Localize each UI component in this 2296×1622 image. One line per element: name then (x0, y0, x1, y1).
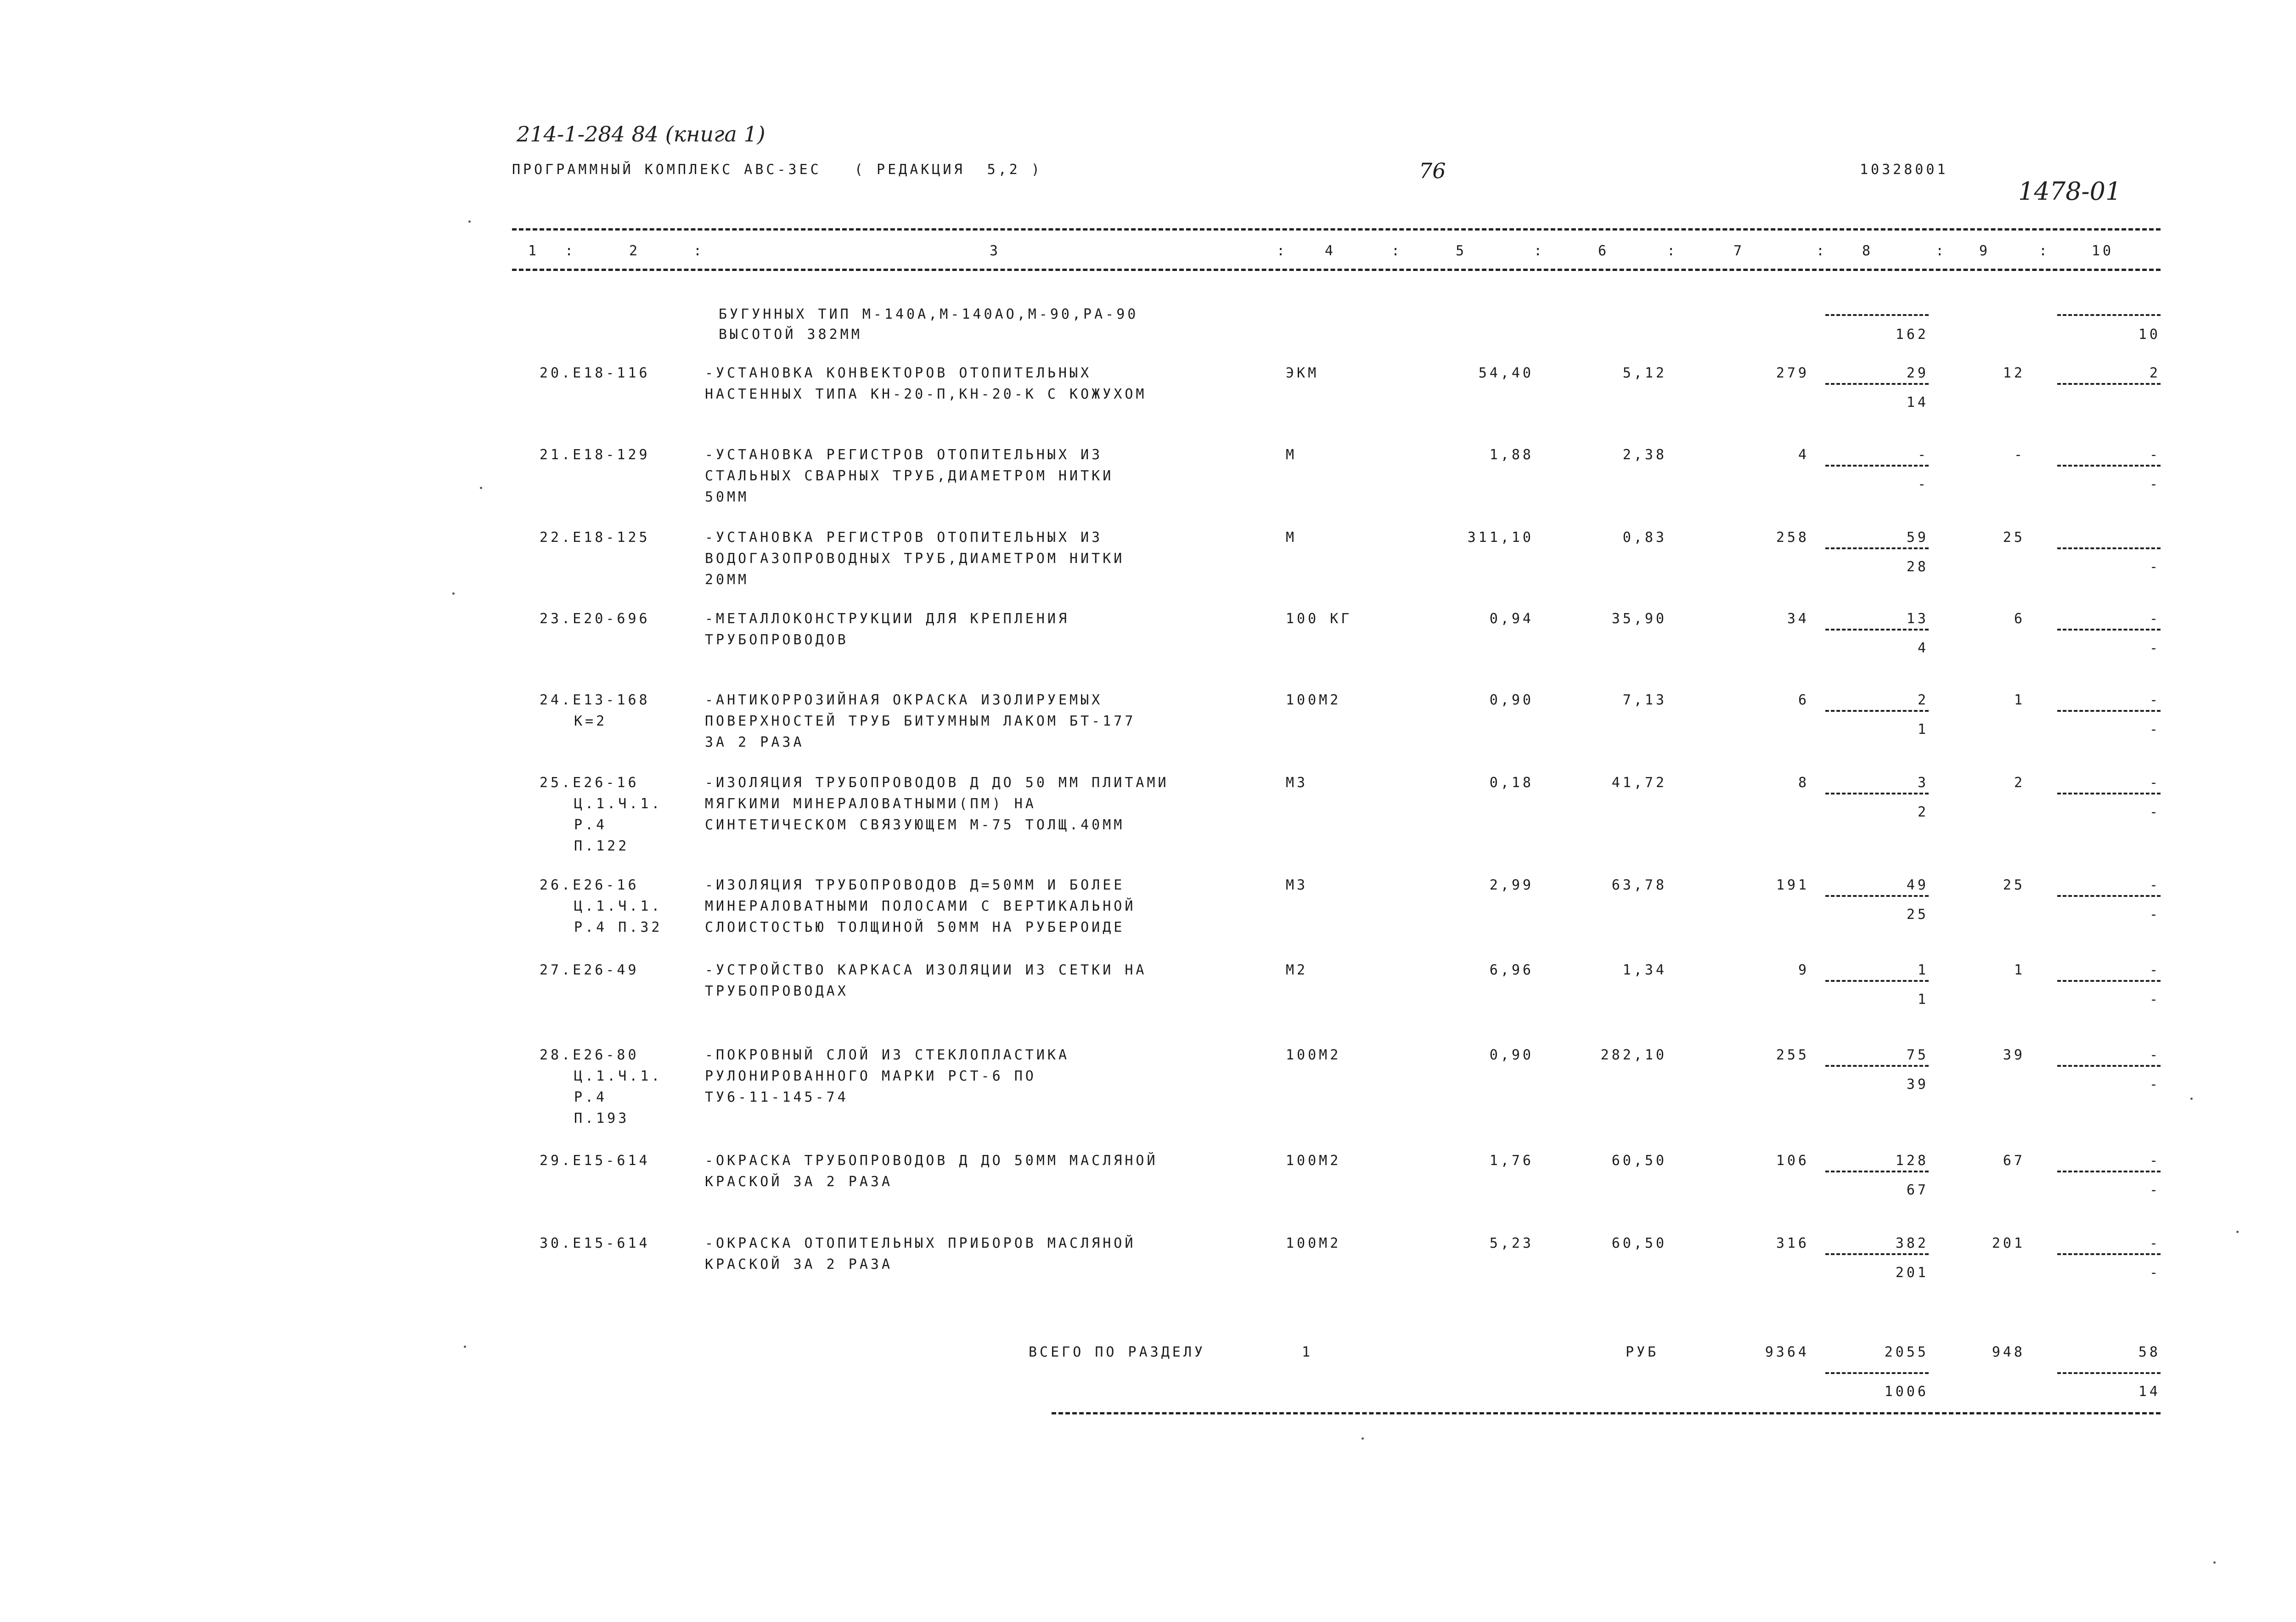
item-description: СЛОИСТОСТЬЮ ТОЛЩИНОЙ 50ММ НА РУБЕРОИДЕ (705, 919, 1125, 935)
item-code: 26.Е26-16 (540, 877, 639, 893)
item-col10-bottom: - (2149, 640, 2161, 656)
item-description: 50ММ (705, 489, 749, 505)
summary-col10-top: 58 (2138, 1344, 2161, 1360)
continuation-line-1: БУГУННЫХ ТИП М-140А,М-140АО,М-90,РА-90 (719, 306, 1139, 322)
item-col10-top: - (2149, 692, 2161, 708)
item-col8-bottom: - (1917, 476, 1929, 492)
item-total: 34 (1787, 611, 1809, 627)
item-col9: 201 (1992, 1235, 2025, 1251)
item-unit-price: 2,38 (1622, 447, 1667, 463)
column-header-sep: : (693, 243, 705, 259)
summary-total: 9364 (1765, 1344, 1809, 1360)
item-col9: 1 (2014, 962, 2025, 978)
item-col8-top: 128 (1895, 1153, 1929, 1169)
item-col9: 2 (2014, 775, 2025, 791)
item-col8-bottom: 67 (1906, 1182, 1929, 1198)
item-col8-divider (1825, 1253, 1929, 1255)
item-description: 20ММ (705, 572, 749, 588)
scan-speck (2236, 1231, 2239, 1233)
summary-label: ВСЕГО ПО РАЗДЕЛУ (1029, 1344, 1205, 1360)
item-col8-bottom: 201 (1895, 1265, 1929, 1281)
column-header-sep: : (1667, 243, 1678, 259)
item-col8-divider (1825, 1171, 1929, 1172)
column-header-2: 2 (629, 243, 641, 259)
item-quantity: 0,90 (1489, 692, 1534, 708)
column-header-10: 10 (2092, 243, 2114, 259)
item-col10-top: - (2149, 962, 2161, 978)
item-col9: 39 (2003, 1047, 2025, 1063)
summary-col8-bottom: 1006 (1884, 1384, 1929, 1400)
item-col10-divider (2057, 629, 2161, 631)
table-header-rule (512, 269, 2161, 271)
item-col10-divider (2057, 1253, 2161, 1255)
item-unit-price: 60,50 (1611, 1235, 1667, 1251)
item-col10-top: - (2149, 775, 2161, 791)
item-code: 30.Е15-614 (540, 1235, 650, 1251)
item-description: ЗА 2 РАЗА (705, 734, 805, 750)
col8-divider (1825, 314, 1929, 316)
item-col8-top: 2 (1917, 692, 1929, 708)
item-code: Ц.1.Ч.1. (574, 898, 663, 914)
item-description: -УСТАНОВКА РЕГИСТРОВ ОТОПИТЕЛЬНЫХ ИЗ (705, 447, 1103, 463)
item-col10-bottom: - (2149, 559, 2161, 575)
summary-col8-top: 2055 (1884, 1344, 1929, 1360)
item-code: Р.4 (574, 1089, 608, 1105)
item-unit: М (1286, 529, 1297, 546)
item-description: КРАСКОЙ ЗА 2 РАЗА (705, 1256, 893, 1273)
item-col8-bottom: 1 (1917, 991, 1929, 1008)
scan-speck (452, 592, 455, 595)
item-col10-bottom: - (2149, 1076, 2161, 1093)
item-quantity: 311,10 (1467, 529, 1534, 546)
item-col10-bottom: - (2149, 476, 2161, 492)
item-total: 6 (1798, 692, 1809, 708)
item-col8-bottom: 1 (1917, 721, 1929, 738)
item-col8-divider (1825, 629, 1929, 631)
item-col10-divider (2057, 1171, 2161, 1172)
item-description: -ИЗОЛЯЦИЯ ТРУБОПРОВОДОВ Д=50ММ И БОЛЕЕ (705, 877, 1125, 893)
item-quantity: 0,90 (1489, 1047, 1534, 1063)
item-code: П.122 (574, 838, 630, 854)
item-col8-bottom: 4 (1917, 640, 1929, 656)
item-description: -ПОКРОВНЫЙ СЛОЙ ИЗ СТЕКЛОПЛАСТИКА (705, 1047, 1070, 1063)
item-col8-bottom: 2 (1917, 804, 1929, 820)
item-description: ТУ6-11-145-74 (705, 1089, 849, 1105)
item-col10-bottom: - (2149, 721, 2161, 738)
item-code: 24.Е13-168 (540, 692, 650, 708)
item-unit: М3 (1286, 775, 1308, 791)
item-col8-divider (1825, 895, 1929, 897)
item-code: 28.Е26-80 (540, 1047, 639, 1063)
item-description: ПОВЕРХНОСТЕЙ ТРУБ БИТУМНЫМ ЛАКОМ БТ-177 (705, 713, 1136, 729)
column-header-sep: : (2039, 243, 2050, 259)
item-col8-top: 13 (1906, 611, 1929, 627)
item-col10-bottom: - (2149, 804, 2161, 820)
summary-currency: РУБ (1626, 1344, 1659, 1360)
item-col8-top: 59 (1906, 529, 1929, 546)
item-total: 255 (1776, 1047, 1809, 1063)
item-col10-divider (2057, 547, 2161, 549)
continuation-col10-bottom: 10 (2138, 327, 2161, 343)
item-code: 21.Е18-129 (540, 447, 650, 463)
continuation-col8-bottom: 162 (1895, 327, 1929, 343)
item-col8-bottom: 28 (1906, 559, 1929, 575)
item-unit-price: 282,10 (1600, 1047, 1667, 1063)
item-col10-top: 2 (2149, 365, 2161, 381)
page-number: 76 (1419, 158, 1446, 183)
item-col8-top: 3 (1917, 775, 1929, 791)
item-col10-top: - (2149, 1047, 2161, 1063)
item-col10-divider (2057, 1065, 2161, 1067)
handwritten-stamp: 1478-01 (2018, 177, 2122, 206)
item-col10-divider (2057, 895, 2161, 897)
continuation-line-2: ВЫСОТОЙ 382ММ (719, 327, 862, 343)
item-unit-price: 1,34 (1622, 962, 1667, 978)
summary-bottom-rule (1052, 1412, 2161, 1414)
item-total: 316 (1776, 1235, 1809, 1251)
column-header-sep: : (1816, 243, 1828, 259)
item-code: 27.Е26-49 (540, 962, 639, 978)
item-unit: 100М2 (1286, 1047, 1341, 1063)
item-total: 258 (1776, 529, 1809, 546)
item-unit-price: 63,78 (1611, 877, 1667, 893)
column-header-sep: : (1936, 243, 1947, 259)
item-description: -УСТАНОВКА КОНВЕКТОРОВ ОТОПИТЕЛЬНЫХ (705, 365, 1092, 381)
item-code: 22.Е18-125 (540, 529, 650, 546)
item-col8-top: 75 (1906, 1047, 1929, 1063)
item-description: -ИЗОЛЯЦИЯ ТРУБОПРОВОДОВ Д ДО 50 ММ ПЛИТАМИ (705, 775, 1169, 791)
item-description: КРАСКОЙ ЗА 2 РАЗА (705, 1174, 893, 1190)
item-total: 279 (1776, 365, 1809, 381)
item-total: 4 (1798, 447, 1809, 463)
item-col10-divider (2057, 465, 2161, 467)
scan-speck (464, 1346, 466, 1348)
item-total: 9 (1798, 962, 1809, 978)
column-header-8: 8 (1862, 243, 1874, 259)
column-header-7: 7 (1733, 243, 1745, 259)
item-col8-top: - (1917, 447, 1929, 463)
column-header-4: 4 (1325, 243, 1336, 259)
item-description: -ОКРАСКА ТРУБОПРОВОДОВ Д ДО 50ММ МАСЛЯНОЙ (705, 1153, 1158, 1169)
scan-speck (468, 220, 471, 223)
item-description: ТРУБОПРОВОДОВ (705, 632, 849, 648)
item-unit: М3 (1286, 877, 1308, 893)
item-col10-top: - (2149, 877, 2161, 893)
document-code: 10328001 (1860, 162, 1948, 178)
scan-speck (2213, 1561, 2216, 1564)
item-col9: 12 (2003, 365, 2025, 381)
item-col10-top: - (2149, 1153, 2161, 1169)
item-quantity: 0,18 (1489, 775, 1534, 791)
item-col9: 25 (2003, 877, 2025, 893)
item-col10-bottom: - (2149, 1265, 2161, 1281)
item-col10-bottom: - (2149, 907, 2161, 923)
item-code: Р.4 (574, 817, 608, 833)
item-code: 25.Е26-16 (540, 775, 639, 791)
summary-col10-bottom: 14 (2138, 1384, 2161, 1400)
item-col10-bottom: - (2149, 1182, 2161, 1198)
item-unit: 100М2 (1286, 1235, 1341, 1251)
item-description: -УСТАНОВКА РЕГИСТРОВ ОТОПИТЕЛЬНЫХ ИЗ (705, 529, 1103, 546)
item-col8-divider (1825, 383, 1929, 385)
item-col8-divider (1825, 980, 1929, 982)
item-unit: 100М2 (1286, 1153, 1341, 1169)
item-col9: - (2014, 447, 2025, 463)
scan-speck (480, 487, 482, 489)
item-code: 23.Е20-696 (540, 611, 650, 627)
item-description: -ОКРАСКА ОТОПИТЕЛЬНЫХ ПРИБОРОВ МАСЛЯНОЙ (705, 1235, 1136, 1251)
item-col8-bottom: 39 (1906, 1076, 1929, 1093)
column-header-9: 9 (1979, 243, 1991, 259)
item-unit: М2 (1286, 962, 1308, 978)
item-description: ВОДОГАЗОПРОВОДНЫХ ТРУБ,ДИАМЕТРОМ НИТКИ (705, 551, 1125, 567)
column-header-1: 1 (528, 243, 540, 259)
item-unit-price: 7,13 (1622, 692, 1667, 708)
item-col8-top: 49 (1906, 877, 1929, 893)
col10-divider (2057, 314, 2161, 316)
item-unit-price: 60,50 (1611, 1153, 1667, 1169)
column-header-3: 3 (990, 243, 1001, 259)
item-total: 191 (1776, 877, 1809, 893)
item-quantity: 5,23 (1489, 1235, 1534, 1251)
item-col8-divider (1825, 793, 1929, 794)
column-header-sep: : (1391, 243, 1403, 259)
column-header-sep: : (565, 243, 576, 259)
item-quantity: 1,76 (1489, 1153, 1534, 1169)
item-code: 20.Е18-116 (540, 365, 650, 381)
summary-col10-divider (2057, 1372, 2161, 1374)
item-col8-top: 29 (1906, 365, 1929, 381)
item-description: РУЛОНИРОВАННОГО МАРКИ РСТ-6 ПО (705, 1068, 1036, 1084)
item-unit: 100М2 (1286, 692, 1341, 708)
column-header-5: 5 (1456, 243, 1467, 259)
summary-col8-divider (1825, 1372, 1929, 1374)
item-code: Р.4 П.32 (574, 919, 663, 935)
item-col8-divider (1825, 547, 1929, 549)
item-quantity: 0,94 (1489, 611, 1534, 627)
item-description: СТАЛЬНЫХ СВАРНЫХ ТРУБ,ДИАМЕТРОМ НИТКИ (705, 468, 1114, 484)
item-description: СИНТЕТИЧЕСКОМ СВЯЗУЮЩЕМ М-75 ТОЛЩ.40ММ (705, 817, 1125, 833)
program-title: ПРОГРАММНЫЙ КОМПЛЕКС АВС-ЗЕС ( РЕДАКЦИЯ 5,2 ) (512, 162, 1042, 178)
column-header-sep: : (1534, 243, 1545, 259)
item-col8-bottom: 25 (1906, 907, 1929, 923)
item-total: 8 (1798, 775, 1809, 791)
item-quantity: 2,99 (1489, 877, 1534, 893)
item-unit-price: 0,83 (1622, 529, 1667, 546)
item-col8-bottom: 14 (1906, 394, 1929, 411)
item-unit: М (1286, 447, 1297, 463)
item-description: МИНЕРАЛОВАТНЫМИ ПОЛОСАМИ С ВЕРТИКАЛЬНОЙ (705, 898, 1136, 914)
item-col10-divider (2057, 980, 2161, 982)
item-col8-divider (1825, 710, 1929, 712)
item-col10-top: - (2149, 611, 2161, 627)
item-total: 106 (1776, 1153, 1809, 1169)
item-quantity: 6,96 (1489, 962, 1534, 978)
item-code: Ц.1.Ч.1. (574, 1068, 663, 1084)
item-col9: 67 (2003, 1153, 2025, 1169)
item-code: Ц.1.Ч.1. (574, 796, 663, 812)
item-description: ТРУБОПРОВОДАХ (705, 983, 849, 999)
item-col8-top: 1 (1917, 962, 1929, 978)
item-col10-bottom: - (2149, 991, 2161, 1008)
item-col8-divider (1825, 1065, 1929, 1067)
item-col9: 25 (2003, 529, 2025, 546)
item-col9: 1 (2014, 692, 2025, 708)
item-unit: 100 КГ (1286, 611, 1352, 627)
item-col9: 6 (2014, 611, 2025, 627)
item-col10-top: - (2149, 447, 2161, 463)
column-header-sep: : (1277, 243, 1288, 259)
item-description: -УСТРОЙСТВО КАРКАСА ИЗОЛЯЦИИ ИЗ СЕТКИ НА (705, 962, 1147, 978)
item-unit-price: 5,12 (1622, 365, 1667, 381)
item-description: МЯГКИМИ МИНЕРАЛОВАТНЫМИ(ПМ) НА (705, 796, 1036, 812)
summary-col9: 948 (1992, 1344, 2025, 1360)
item-code: П.193 (574, 1110, 630, 1126)
item-description: -МЕТАЛЛОКОНСТРУКЦИИ ДЛЯ КРЕПЛЕНИЯ (705, 611, 1070, 627)
item-quantity: 54,40 (1478, 365, 1534, 381)
summary-section: 1 (1302, 1344, 1313, 1360)
item-col10-divider (2057, 710, 2161, 712)
item-col10-divider (2057, 383, 2161, 385)
item-description: НАСТЕННЫХ ТИПА КН-20-П,КН-20-К С КОЖУХОМ (705, 386, 1147, 402)
table-top-rule (512, 228, 2161, 231)
item-col10-divider (2057, 793, 2161, 794)
scan-speck (2190, 1098, 2193, 1100)
item-col10-top: - (2149, 1235, 2161, 1251)
item-unit: ЭКМ (1286, 365, 1319, 381)
item-unit-price: 35,90 (1611, 611, 1667, 627)
item-code: 29.Е15-614 (540, 1153, 650, 1169)
handwritten-reference: 214-1-284 84 (книга 1) (517, 122, 765, 146)
item-col8-divider (1825, 465, 1929, 467)
item-description: -АНТИКОРРОЗИЙНАЯ ОКРАСКА ИЗОЛИРУЕМЫХ (705, 692, 1103, 708)
scan-speck (1362, 1437, 1364, 1440)
column-header-6: 6 (1598, 243, 1609, 259)
item-unit-price: 41,72 (1611, 775, 1667, 791)
item-code: К=2 (574, 713, 608, 729)
item-col8-top: 382 (1895, 1235, 1929, 1251)
item-quantity: 1,88 (1489, 447, 1534, 463)
